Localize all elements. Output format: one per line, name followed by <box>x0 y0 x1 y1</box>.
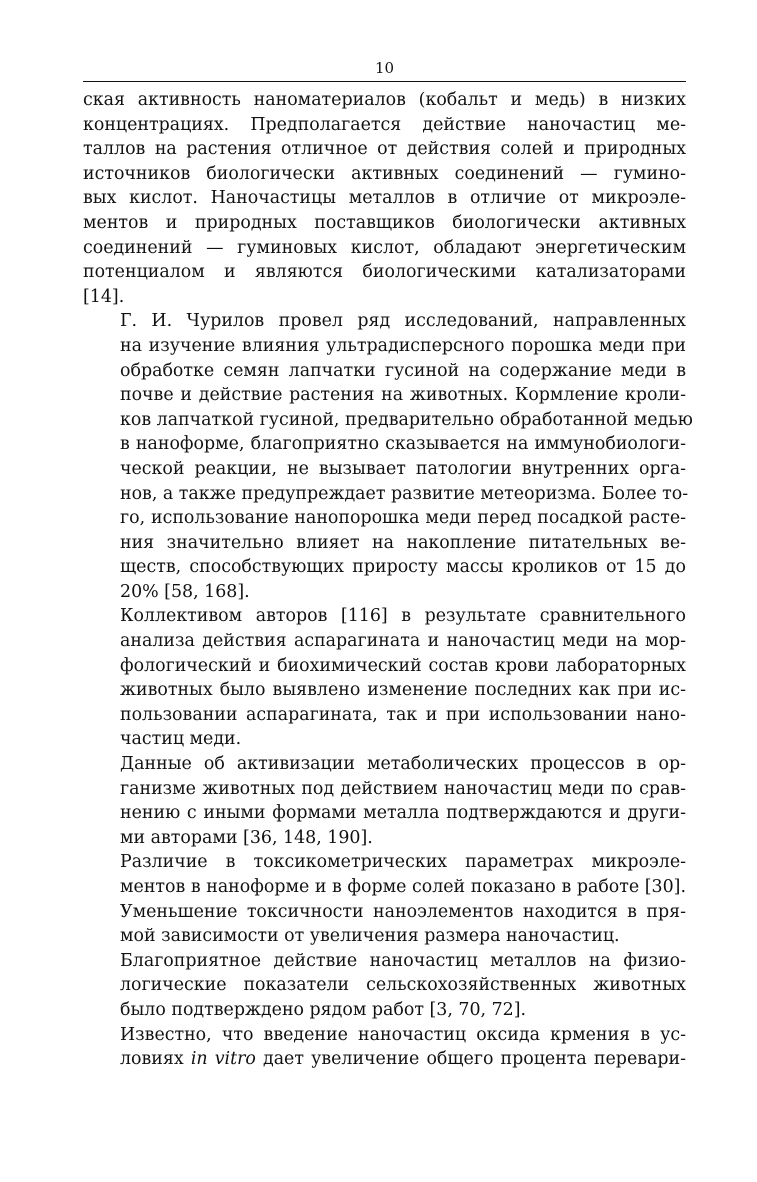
text-line: ческой реакции, не вызывает патологии внутренних орга- <box>120 458 686 479</box>
text-line: концентрациях. Предполагается действие наночастиц ме- <box>83 114 686 135</box>
text-line: нению с иными формами металла подтверждаются и други- <box>120 803 686 824</box>
text-line: ментов в наноформе и в форме солей показано в работе [30]. <box>120 877 686 897</box>
text-line: в наноформе, благоприятно сказывается на иммунобиологи- <box>120 434 686 455</box>
text-line: было подтверждено рядом работ [3, 70, 72]. <box>120 999 527 1020</box>
text-line: ментов и природных поставщиков биологически активных <box>83 212 686 233</box>
text-line: ков лапчаткой гусиной, предварительно обработанной медью <box>120 409 693 430</box>
text-line: ская активность наноматериалов (кобальт и медь) в низких <box>83 90 686 110</box>
text-line: на изучение влияния ультрадисперсного порошка меди при <box>120 335 686 356</box>
text-line: Различие в токсикометрических параметрах микроэле- <box>120 852 686 873</box>
text-line: Благоприятное действие наночастиц металлов на физио- <box>120 950 686 971</box>
text-line: Известно, что введение наночастиц оксида крмения в ус- <box>120 1024 686 1045</box>
text-line: обработке семян лапчатки гусиной на содержание меди в <box>120 360 686 381</box>
body-text <box>83 88 693 1072</box>
text-line: ния значительно влияет на накопление питательных ве- <box>120 532 686 553</box>
paragraph <box>83 1023 686 1072</box>
text-line: частиц меди. <box>120 729 242 750</box>
paragraph <box>83 88 686 309</box>
paragraph <box>83 752 686 850</box>
text-line: источников биологически активных соединений — гумино- <box>83 163 686 184</box>
text-line: мой зависимости от увеличения размера наночастиц. <box>120 926 620 947</box>
text-line: анализа действия аспарагината и наночастиц меди на мор- <box>120 631 686 652</box>
text-line: [14]. <box>83 286 125 307</box>
text-line: почве и действие растения на животных. Кормление кроли- <box>120 385 686 406</box>
book-page <box>83 58 693 1072</box>
text-line: Данные об активизации метаболических процессов в ор- <box>120 754 686 775</box>
text-line: Г. И. Чурилов провел ряд исследований, направленных <box>120 311 686 332</box>
text-line: го, использование нанопорошка меди перед посадкой расте- <box>120 508 686 529</box>
text-line: ществ, способствующих приросту массы кроликов от 15 до <box>120 557 686 578</box>
text-line: животных было выявлено изменение последних как при ис- <box>120 680 686 701</box>
text-line: ганизме животных под действием наночастиц меди по срав- <box>120 778 686 799</box>
text-line: нов, а также предупреждает развитие метеоризма. Более то- <box>120 483 689 504</box>
header-rule <box>83 81 686 82</box>
paragraph <box>83 309 693 604</box>
text-line: пользовании аспарагината, так и при использовании нано- <box>120 704 686 725</box>
page-number: 10 <box>374 59 395 77</box>
text-line: вых кислот. Наночастицы металлов в отличие от микроэле- <box>83 188 686 209</box>
text-line: фологический и биохимический состав крови лабораторных <box>120 655 686 676</box>
paragraph <box>83 850 686 948</box>
text-line: логические показатели сельскохозяйственных животных <box>120 975 686 996</box>
text-line: ловиях in vitro дает увеличение общего процента перевари- <box>120 1049 686 1070</box>
text-line: соединений — гуминовых кислот, обладают энергетическим <box>83 237 686 258</box>
text-line: таллов на растения отличное от действия солей и природных <box>83 139 686 160</box>
text-line: ми авторами [36, 148, 190]. <box>120 827 373 848</box>
text-line: Коллективом авторов [116] в результате сравнительного <box>120 606 686 627</box>
text-line: Уменьшение токсичности наноэлементов находится в пря- <box>120 901 686 922</box>
paragraph <box>83 949 686 1023</box>
text-line: потенциалом и являются биологическими катализаторами <box>83 262 686 283</box>
text-line: 20% [58, 168]. <box>120 581 250 602</box>
paragraph <box>83 604 686 752</box>
